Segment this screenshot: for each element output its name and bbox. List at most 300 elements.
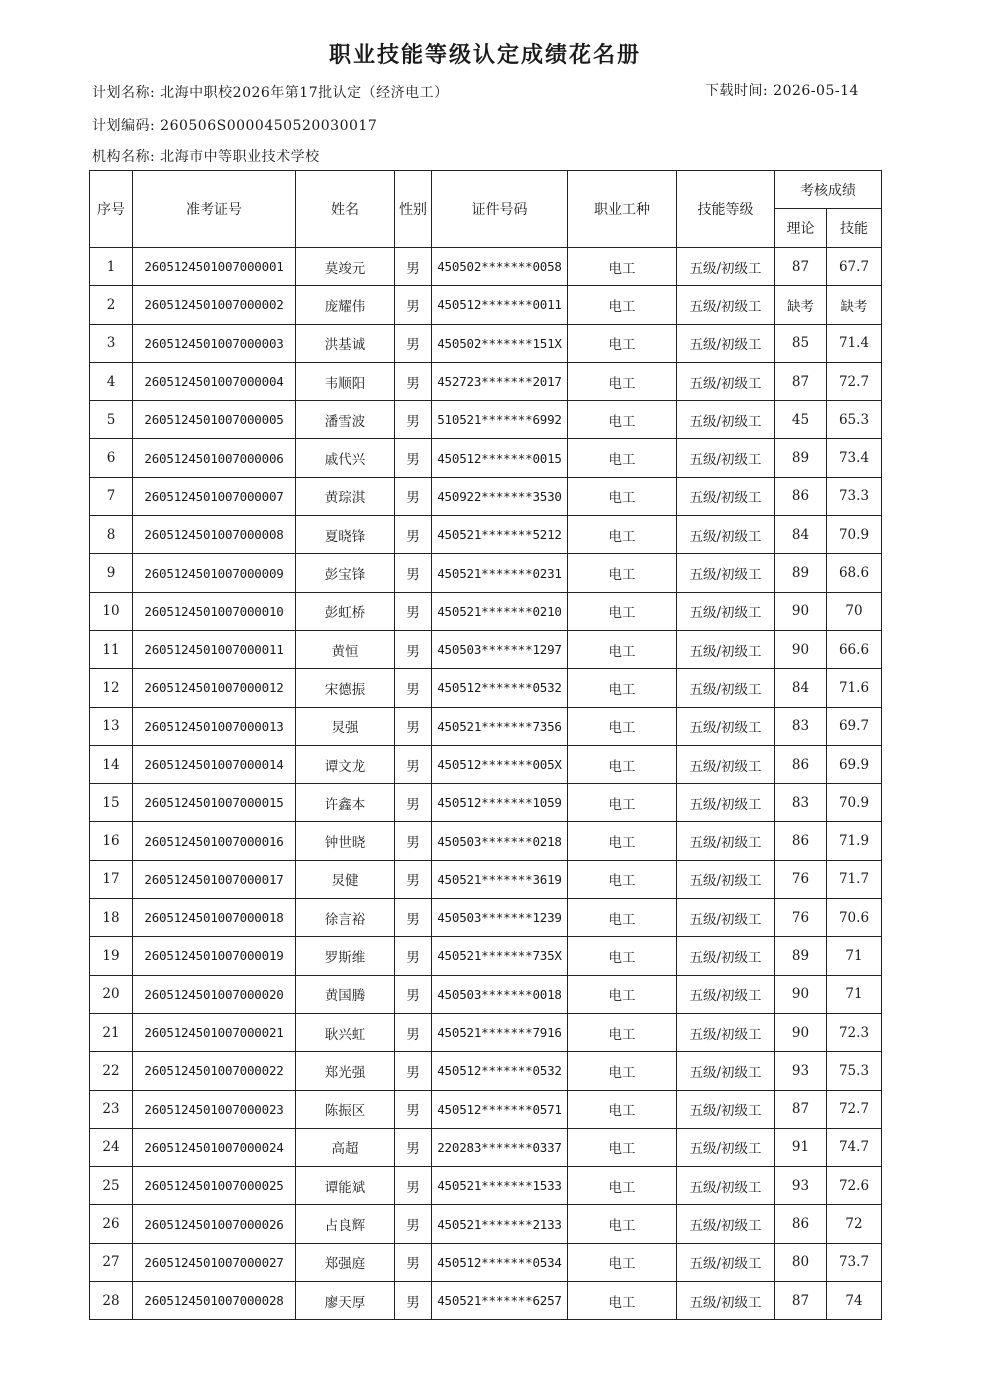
cell-id-no: 450521*******7356 <box>432 707 568 745</box>
score-roster-table <box>89 170 882 1320</box>
cell-level: 五级/初级工 <box>677 1013 775 1051</box>
cell-gender: 男 <box>395 707 432 745</box>
cell-level: 五级/初级工 <box>677 975 775 1013</box>
table-row <box>90 1205 882 1243</box>
cell-exam-no: 2605124501007000002 <box>133 286 296 324</box>
cell-skill: 71.4 <box>827 324 882 362</box>
cell-level: 五级/初级工 <box>677 401 775 439</box>
cell-seq: 28 <box>90 1282 133 1320</box>
cell-trade: 电工 <box>568 516 677 554</box>
download-time-line <box>705 80 859 100</box>
cell-skill: 70.6 <box>827 899 882 937</box>
cell-theory: 80 <box>775 1243 827 1281</box>
cell-seq: 22 <box>90 1052 133 1090</box>
cell-skill: 67.7 <box>827 248 882 286</box>
cell-id-no: 450922*******3530 <box>432 477 568 515</box>
cell-name: 谭能斌 <box>296 1167 395 1205</box>
cell-name: 钟世晓 <box>296 822 395 860</box>
cell-level: 五级/初级工 <box>677 860 775 898</box>
table-row <box>90 630 882 668</box>
table-row <box>90 669 882 707</box>
cell-trade: 电工 <box>568 975 677 1013</box>
cell-exam-no: 2605124501007000011 <box>133 630 296 668</box>
cell-theory: 87 <box>775 362 827 400</box>
cell-theory: 90 <box>775 975 827 1013</box>
cell-skill: 73.3 <box>827 477 882 515</box>
cell-gender: 男 <box>395 1243 432 1281</box>
cell-theory: 86 <box>775 745 827 783</box>
cell-skill: 71.9 <box>827 822 882 860</box>
cell-exam-no: 2605124501007000022 <box>133 1052 296 1090</box>
org-name-label: 机构名称: <box>92 149 156 165</box>
cell-name: 许鑫本 <box>296 784 395 822</box>
cell-theory: 89 <box>775 439 827 477</box>
cell-id-no: 450503*******1239 <box>432 899 568 937</box>
cell-exam-no: 2605124501007000005 <box>133 401 296 439</box>
cell-trade: 电工 <box>568 669 677 707</box>
cell-theory: 89 <box>775 937 827 975</box>
cell-skill: 缺考 <box>827 286 882 324</box>
cell-seq: 1 <box>90 248 133 286</box>
cell-level: 五级/初级工 <box>677 630 775 668</box>
cell-theory: 85 <box>775 324 827 362</box>
cell-trade: 电工 <box>568 1167 677 1205</box>
cell-trade: 电工 <box>568 401 677 439</box>
cell-theory: 84 <box>775 669 827 707</box>
cell-skill: 71.7 <box>827 860 882 898</box>
table-row <box>90 362 882 400</box>
cell-name: 黄恒 <box>296 630 395 668</box>
cell-skill: 69.9 <box>827 745 882 783</box>
cell-id-no: 450503*******0218 <box>432 822 568 860</box>
header-skill: 技能 <box>827 209 882 248</box>
cell-level: 五级/初级工 <box>677 899 775 937</box>
cell-gender: 男 <box>395 630 432 668</box>
cell-trade: 电工 <box>568 1243 677 1281</box>
cell-name: 黄琮淇 <box>296 477 395 515</box>
cell-skill: 72.7 <box>827 1090 882 1128</box>
cell-id-no: 450512*******0571 <box>432 1090 568 1128</box>
cell-gender: 男 <box>395 899 432 937</box>
cell-gender: 男 <box>395 516 432 554</box>
cell-exam-no: 2605124501007000023 <box>133 1090 296 1128</box>
cell-level: 五级/初级工 <box>677 784 775 822</box>
cell-seq: 14 <box>90 745 133 783</box>
cell-trade: 电工 <box>568 362 677 400</box>
cell-seq: 12 <box>90 669 133 707</box>
cell-name: 占良辉 <box>296 1205 395 1243</box>
cell-id-no: 220283*******0337 <box>432 1128 568 1166</box>
plan-code-value: 260506S0000450520030017 <box>160 118 378 134</box>
cell-trade: 电工 <box>568 630 677 668</box>
cell-skill: 70.9 <box>827 516 882 554</box>
cell-theory: 86 <box>775 477 827 515</box>
cell-gender: 男 <box>395 477 432 515</box>
cell-gender: 男 <box>395 784 432 822</box>
cell-gender: 男 <box>395 1090 432 1128</box>
cell-seq: 25 <box>90 1167 133 1205</box>
cell-seq: 3 <box>90 324 133 362</box>
cell-trade: 电工 <box>568 1052 677 1090</box>
cell-gender: 男 <box>395 1205 432 1243</box>
cell-id-no: 450521*******0231 <box>432 554 568 592</box>
cell-theory: 87 <box>775 1090 827 1128</box>
cell-seq: 27 <box>90 1243 133 1281</box>
cell-level: 五级/初级工 <box>677 362 775 400</box>
plan-code-label: 计划编码: <box>92 118 156 134</box>
cell-seq: 17 <box>90 860 133 898</box>
cell-skill: 70 <box>827 592 882 630</box>
cell-trade: 电工 <box>568 1282 677 1320</box>
cell-id-no: 450502*******151X <box>432 324 568 362</box>
cell-seq: 7 <box>90 477 133 515</box>
cell-id-no: 450521*******7916 <box>432 1013 568 1051</box>
cell-gender: 男 <box>395 1013 432 1051</box>
org-name-value: 北海市中等职业技术学校 <box>160 149 320 165</box>
cell-seq: 24 <box>90 1128 133 1166</box>
cell-trade: 电工 <box>568 1205 677 1243</box>
cell-level: 五级/初级工 <box>677 1243 775 1281</box>
cell-level: 五级/初级工 <box>677 669 775 707</box>
table-row <box>90 1282 882 1320</box>
cell-skill: 72.7 <box>827 362 882 400</box>
cell-theory: 缺考 <box>775 286 827 324</box>
cell-exam-no: 2605124501007000006 <box>133 439 296 477</box>
cell-level: 五级/初级工 <box>677 707 775 745</box>
cell-theory: 87 <box>775 248 827 286</box>
cell-seq: 23 <box>90 1090 133 1128</box>
cell-level: 五级/初级工 <box>677 822 775 860</box>
cell-skill: 71 <box>827 937 882 975</box>
table-row <box>90 745 882 783</box>
cell-level: 五级/初级工 <box>677 324 775 362</box>
cell-gender: 男 <box>395 1128 432 1166</box>
cell-theory: 83 <box>775 784 827 822</box>
cell-id-no: 450512*******005X <box>432 745 568 783</box>
table-row <box>90 860 882 898</box>
cell-theory: 76 <box>775 899 827 937</box>
cell-seq: 9 <box>90 554 133 592</box>
cell-skill: 66.6 <box>827 630 882 668</box>
cell-level: 五级/初级工 <box>677 592 775 630</box>
table-row <box>90 286 882 324</box>
header-theory: 理论 <box>775 209 827 248</box>
cell-level: 五级/初级工 <box>677 554 775 592</box>
cell-trade: 电工 <box>568 822 677 860</box>
cell-exam-no: 2605124501007000020 <box>133 975 296 1013</box>
cell-gender: 男 <box>395 822 432 860</box>
cell-seq: 4 <box>90 362 133 400</box>
cell-trade: 电工 <box>568 248 677 286</box>
cell-theory: 91 <box>775 1128 827 1166</box>
cell-exam-no: 2605124501007000010 <box>133 592 296 630</box>
cell-seq: 5 <box>90 401 133 439</box>
cell-exam-no: 2605124501007000007 <box>133 477 296 515</box>
cell-exam-no: 2605124501007000028 <box>133 1282 296 1320</box>
org-name-line <box>92 146 320 166</box>
header-name: 姓名 <box>296 171 395 248</box>
cell-theory: 76 <box>775 860 827 898</box>
cell-name: 彭虹桥 <box>296 592 395 630</box>
cell-level: 五级/初级工 <box>677 1282 775 1320</box>
cell-trade: 电工 <box>568 592 677 630</box>
cell-theory: 86 <box>775 822 827 860</box>
cell-theory: 86 <box>775 1205 827 1243</box>
cell-theory: 93 <box>775 1052 827 1090</box>
cell-name: 宋德振 <box>296 669 395 707</box>
cell-id-no: 450512*******0532 <box>432 669 568 707</box>
cell-name: 徐言裕 <box>296 899 395 937</box>
cell-trade: 电工 <box>568 784 677 822</box>
cell-level: 五级/初级工 <box>677 286 775 324</box>
header-seq: 序号 <box>90 171 133 248</box>
cell-level: 五级/初级工 <box>677 1090 775 1128</box>
cell-id-no: 450503*******1297 <box>432 630 568 668</box>
cell-gender: 男 <box>395 401 432 439</box>
cell-name: 莫竣元 <box>296 248 395 286</box>
cell-seq: 10 <box>90 592 133 630</box>
cell-id-no: 452723*******2017 <box>432 362 568 400</box>
cell-level: 五级/初级工 <box>677 937 775 975</box>
cell-exam-no: 2605124501007000004 <box>133 362 296 400</box>
table-row <box>90 477 882 515</box>
cell-exam-no: 2605124501007000016 <box>133 822 296 860</box>
cell-id-no: 450521*******0210 <box>432 592 568 630</box>
cell-gender: 男 <box>395 1052 432 1090</box>
cell-level: 五级/初级工 <box>677 745 775 783</box>
cell-gender: 男 <box>395 1282 432 1320</box>
cell-seq: 21 <box>90 1013 133 1051</box>
cell-skill: 72 <box>827 1205 882 1243</box>
table-row <box>90 1243 882 1281</box>
cell-trade: 电工 <box>568 937 677 975</box>
cell-id-no: 450521*******5212 <box>432 516 568 554</box>
cell-theory: 90 <box>775 1013 827 1051</box>
cell-theory: 89 <box>775 554 827 592</box>
plan-name-label: 计划名称: <box>92 85 156 101</box>
table-row <box>90 439 882 477</box>
cell-name: 韦顺阳 <box>296 362 395 400</box>
table-row <box>90 554 882 592</box>
plan-name-value: 北海中职校2026年第17批认定（经济电工） <box>160 85 449 101</box>
cell-level: 五级/初级工 <box>677 1167 775 1205</box>
table-row <box>90 248 882 286</box>
table-row <box>90 937 882 975</box>
cell-name: 罗斯维 <box>296 937 395 975</box>
cell-trade: 电工 <box>568 286 677 324</box>
table-row <box>90 784 882 822</box>
cell-exam-no: 2605124501007000003 <box>133 324 296 362</box>
table-row <box>90 1167 882 1205</box>
cell-exam-no: 2605124501007000014 <box>133 745 296 783</box>
cell-seq: 8 <box>90 516 133 554</box>
cell-id-no: 450512*******0015 <box>432 439 568 477</box>
plan-code-line <box>92 115 377 135</box>
cell-seq: 11 <box>90 630 133 668</box>
cell-id-no: 510521*******6992 <box>432 401 568 439</box>
cell-level: 五级/初级工 <box>677 439 775 477</box>
cell-exam-no: 2605124501007000015 <box>133 784 296 822</box>
download-time-value: 2026-05-14 <box>773 83 859 99</box>
cell-id-no: 450512*******0532 <box>432 1052 568 1090</box>
cell-skill: 72.6 <box>827 1167 882 1205</box>
cell-id-no: 450521*******2133 <box>432 1205 568 1243</box>
cell-exam-no: 2605124501007000012 <box>133 669 296 707</box>
cell-level: 五级/初级工 <box>677 248 775 286</box>
page-title: 职业技能等级认定成绩花名册 <box>328 43 641 68</box>
cell-name: 廖天厚 <box>296 1282 395 1320</box>
table-row <box>90 822 882 860</box>
cell-id-no: 450521*******735X <box>432 937 568 975</box>
table-row <box>90 975 882 1013</box>
cell-gender: 男 <box>395 554 432 592</box>
cell-name: 黄国腾 <box>296 975 395 1013</box>
cell-name: 高超 <box>296 1128 395 1166</box>
cell-id-no: 450512*******0534 <box>432 1243 568 1281</box>
cell-trade: 电工 <box>568 1090 677 1128</box>
table-row <box>90 516 882 554</box>
cell-level: 五级/初级工 <box>677 516 775 554</box>
cell-id-no: 450512*******1059 <box>432 784 568 822</box>
table-row <box>90 1090 882 1128</box>
cell-theory: 90 <box>775 630 827 668</box>
cell-name: 洪基诚 <box>296 324 395 362</box>
header-exam-no: 准考证号 <box>133 171 296 248</box>
table-row <box>90 592 882 630</box>
table-row <box>90 1013 882 1051</box>
download-time-label: 下载时间: <box>705 83 769 99</box>
cell-seq: 6 <box>90 439 133 477</box>
cell-trade: 电工 <box>568 860 677 898</box>
header-trade: 职业工种 <box>568 171 677 248</box>
cell-exam-no: 2605124501007000021 <box>133 1013 296 1051</box>
cell-gender: 男 <box>395 669 432 707</box>
cell-trade: 电工 <box>568 324 677 362</box>
cell-skill: 70.9 <box>827 784 882 822</box>
cell-name: 潘雪波 <box>296 401 395 439</box>
cell-gender: 男 <box>395 362 432 400</box>
cell-exam-no: 2605124501007000019 <box>133 937 296 975</box>
cell-skill: 75.3 <box>827 1052 882 1090</box>
cell-seq: 26 <box>90 1205 133 1243</box>
cell-gender: 男 <box>395 439 432 477</box>
cell-skill: 74.7 <box>827 1128 882 1166</box>
cell-gender: 男 <box>395 860 432 898</box>
cell-name: 庞耀伟 <box>296 286 395 324</box>
cell-level: 五级/初级工 <box>677 1052 775 1090</box>
cell-seq: 16 <box>90 822 133 860</box>
cell-gender: 男 <box>395 286 432 324</box>
cell-exam-no: 2605124501007000027 <box>133 1243 296 1281</box>
cell-name: 炅强 <box>296 707 395 745</box>
cell-skill: 68.6 <box>827 554 882 592</box>
cell-level: 五级/初级工 <box>677 1128 775 1166</box>
cell-gender: 男 <box>395 324 432 362</box>
cell-seq: 18 <box>90 899 133 937</box>
cell-name: 夏晓锋 <box>296 516 395 554</box>
cell-theory: 93 <box>775 1167 827 1205</box>
header-id-no: 证件号码 <box>432 171 568 248</box>
table-row <box>90 401 882 439</box>
cell-name: 戚代兴 <box>296 439 395 477</box>
cell-gender: 男 <box>395 1167 432 1205</box>
cell-exam-no: 2605124501007000017 <box>133 860 296 898</box>
cell-level: 五级/初级工 <box>677 477 775 515</box>
cell-id-no: 450521*******1533 <box>432 1167 568 1205</box>
cell-trade: 电工 <box>568 899 677 937</box>
cell-id-no: 450512*******0011 <box>432 286 568 324</box>
cell-exam-no: 2605124501007000009 <box>133 554 296 592</box>
plan-name-line <box>92 82 449 102</box>
cell-theory: 83 <box>775 707 827 745</box>
cell-trade: 电工 <box>568 707 677 745</box>
cell-name: 炅健 <box>296 860 395 898</box>
cell-gender: 男 <box>395 937 432 975</box>
cell-skill: 69.7 <box>827 707 882 745</box>
cell-gender: 男 <box>395 975 432 1013</box>
cell-theory: 84 <box>775 516 827 554</box>
cell-trade: 电工 <box>568 745 677 783</box>
header-score-group: 考核成绩 <box>775 171 882 209</box>
cell-exam-no: 2605124501007000025 <box>133 1167 296 1205</box>
cell-trade: 电工 <box>568 439 677 477</box>
cell-seq: 19 <box>90 937 133 975</box>
cell-exam-no: 2605124501007000026 <box>133 1205 296 1243</box>
header-gender: 性别 <box>395 171 432 248</box>
cell-seq: 2 <box>90 286 133 324</box>
table-row <box>90 707 882 745</box>
table-row <box>90 324 882 362</box>
cell-exam-no: 2605124501007000013 <box>133 707 296 745</box>
header-level: 技能等级 <box>677 171 775 248</box>
cell-exam-no: 2605124501007000008 <box>133 516 296 554</box>
cell-seq: 15 <box>90 784 133 822</box>
cell-exam-no: 2605124501007000001 <box>133 248 296 286</box>
cell-skill: 71 <box>827 975 882 1013</box>
cell-skill: 73.7 <box>827 1243 882 1281</box>
cell-seq: 20 <box>90 975 133 1013</box>
table-row <box>90 899 882 937</box>
cell-seq: 13 <box>90 707 133 745</box>
cell-trade: 电工 <box>568 1013 677 1051</box>
cell-theory: 45 <box>775 401 827 439</box>
cell-skill: 74 <box>827 1282 882 1320</box>
roster-body <box>90 248 882 1320</box>
cell-name: 郑光强 <box>296 1052 395 1090</box>
cell-skill: 73.4 <box>827 439 882 477</box>
cell-theory: 90 <box>775 592 827 630</box>
cell-exam-no: 2605124501007000024 <box>133 1128 296 1166</box>
cell-skill: 71.6 <box>827 669 882 707</box>
cell-name: 谭文龙 <box>296 745 395 783</box>
cell-skill: 72.3 <box>827 1013 882 1051</box>
cell-gender: 男 <box>395 592 432 630</box>
cell-skill: 65.3 <box>827 401 882 439</box>
table-row <box>90 1052 882 1090</box>
cell-id-no: 450521*******6257 <box>432 1282 568 1320</box>
cell-trade: 电工 <box>568 477 677 515</box>
cell-level: 五级/初级工 <box>677 1205 775 1243</box>
cell-trade: 电工 <box>568 1128 677 1166</box>
cell-name: 耿兴虹 <box>296 1013 395 1051</box>
cell-gender: 男 <box>395 745 432 783</box>
cell-trade: 电工 <box>568 554 677 592</box>
cell-gender: 男 <box>395 248 432 286</box>
cell-id-no: 450502*******0058 <box>432 248 568 286</box>
cell-id-no: 450503*******0018 <box>432 975 568 1013</box>
cell-name: 郑强庭 <box>296 1243 395 1281</box>
cell-id-no: 450521*******3619 <box>432 860 568 898</box>
